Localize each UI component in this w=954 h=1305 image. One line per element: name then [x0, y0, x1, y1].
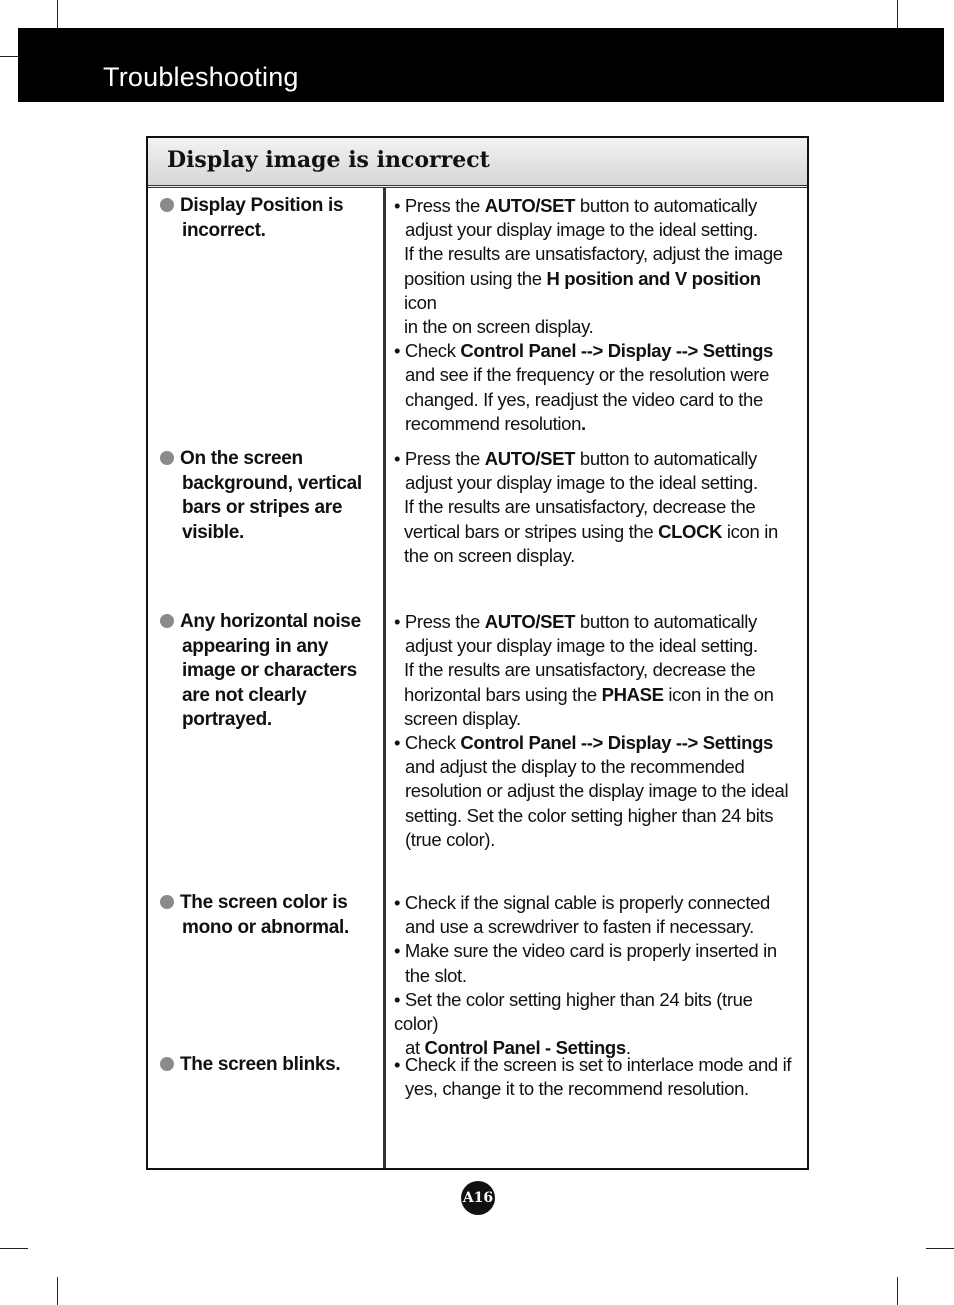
solution-text: • Press the AUTO/SET button to automatically adjust your display image to the ideal setting. If the results are unsatisfactory, decrease the horizontal bars using the PHASE icon in the on screen display. • Check Control Panel --> Display --> Settings and adjust the display to the recommended resolution or adjust the display image to the ideal setting. Set the color setting higher than 24 bits (true color). [394, 611, 789, 850]
crop-mark [897, 1277, 898, 1305]
crop-mark [0, 56, 18, 57]
symptom-text: On the screen background, vertical bars or stripes are visible. [160, 447, 370, 545]
bullet-icon [160, 451, 174, 465]
crop-mark [897, 0, 898, 28]
bullet-icon [160, 1057, 174, 1071]
bullet-icon [160, 614, 174, 628]
symptom-text: The screen color is mono or abnormal. [160, 891, 370, 940]
table-title: Display image is incorrect [167, 147, 490, 173]
solution-text: • Press the AUTO/SET button to automatically adjust your display image to the ideal setting. If the results are unsatisfactory, adjust the image position using the H position and V position icon in the on screen display. • Check Control Panel --> Display --> Settings and see if the frequency or the resolution were changed. If yes, readjust the video card to the recommend resolution. [394, 195, 783, 434]
page-title: Troubleshooting [103, 62, 299, 92]
crop-mark [57, 1277, 58, 1305]
column-divider [383, 188, 386, 1168]
table-header [148, 138, 807, 188]
crop-mark [57, 0, 58, 28]
solution-text: • Check if the signal cable is properly connected and use a screwdriver to fasten if necessary. • Make sure the video card is properly inserted in the slot. • Set the color setting higher than 24 bits (true color) at Control Panel - Settings. [394, 892, 777, 1059]
solution-text: • Press the AUTO/SET button to automatically adjust your display image to the ideal setting. If the results are unsatisfactory, decrease the vertical bars or stripes using the CLOCK icon in the on screen display. [394, 448, 778, 566]
bullet-icon [160, 895, 174, 909]
troubleshooting-table [146, 136, 809, 1170]
crop-mark [0, 1248, 28, 1249]
symptom-text: Any horizontal noise appearing in any image or characters are not clearly portrayed. [160, 610, 370, 733]
solution-text: • Check if the screen is set to interlace mode and if yes, change it to the recommend resolution. [394, 1054, 792, 1100]
crop-mark [926, 1248, 954, 1249]
bullet-icon [160, 198, 174, 212]
symptom-text: Display Position is incorrect. [160, 194, 370, 243]
page-number-badge: A16 [461, 1181, 495, 1215]
symptom-text: The screen blinks. [160, 1053, 370, 1078]
